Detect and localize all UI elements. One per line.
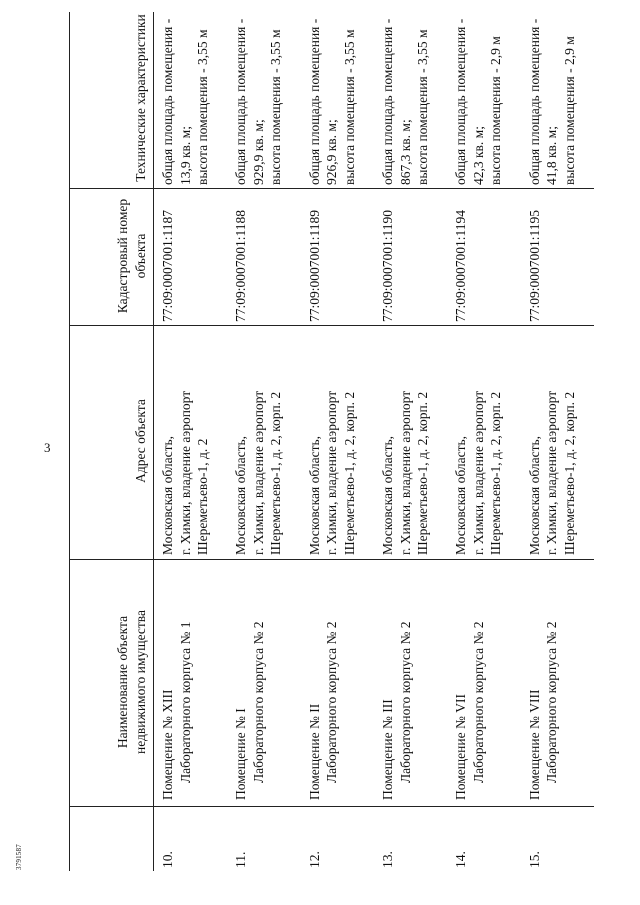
tech-spec-line: общая площадь помещения - [526, 18, 542, 185]
tech-spec-line: общая площадь помещения - [160, 18, 175, 185]
object-address-line: г. Химки, владение аэропорт [470, 390, 486, 555]
object-name-line: Помещение № II [306, 703, 322, 800]
object-name-line: Лабораторного корпуса № 1 [177, 621, 193, 783]
header-tech: Технические характеристики [70, 12, 154, 189]
object-address-line: Московская область, [526, 435, 542, 555]
tech-spec-line: высота помещения - 2,9 м [488, 36, 504, 185]
tech-spec-cell [521, 12, 594, 189]
property-table [69, 12, 594, 871]
object-name-line: Помещение № III [380, 699, 396, 800]
object-address-line: Шереметьево-1, д. 2, корп. 2 [268, 391, 284, 555]
table-row [447, 12, 520, 871]
tech-spec-cell [301, 12, 374, 189]
tech-spec-cell [154, 12, 228, 189]
object-address-line: Московская область, [453, 435, 469, 555]
row-number: 15. [526, 851, 542, 868]
object-address-line: Московская область, [233, 435, 249, 555]
object-name-line: Лабораторного корпуса № 2 [397, 621, 413, 783]
object-name-cell [521, 560, 594, 807]
tech-spec-cell [374, 12, 447, 189]
table-row [374, 12, 447, 871]
table-row [521, 12, 594, 871]
table-body [154, 12, 595, 871]
tech-spec-line: 41,8 кв. м; [544, 126, 560, 185]
tech-spec-line: 13,9 кв. м; [177, 126, 193, 185]
cadastral-number: 77:09:0007001:1189 [301, 189, 374, 326]
object-name-cell [227, 560, 300, 807]
object-address-line: г. Химки, владение аэропорт [397, 390, 413, 555]
tech-spec-line: высота помещения - 3,55 м [415, 29, 431, 185]
header-cadastral [70, 189, 154, 326]
object-name-cell [374, 560, 447, 807]
tech-spec-line: общая площадь помещения - [380, 18, 396, 185]
table-header-row [70, 12, 154, 871]
object-name-line: Лабораторного корпуса № 2 [470, 621, 486, 783]
object-address-line: Московская область, [380, 435, 396, 555]
cadastral-number: 77:09:0007001:1187 [154, 189, 228, 326]
object-name-line: Лабораторного корпуса № 2 [544, 621, 560, 783]
document-code: 3791587 [15, 844, 23, 870]
object-address-line: Московская область, [160, 435, 175, 555]
tech-spec-line: 926,9 кв. м; [324, 119, 340, 185]
tech-spec-line: общая площадь помещения - [306, 18, 322, 185]
cadastral-number: 77:09:0007001:1188 [227, 189, 300, 326]
object-name-cell [154, 560, 228, 807]
header-address: Адрес объекта [70, 326, 154, 560]
tech-spec-cell [227, 12, 300, 189]
object-name-line: Помещение № VII [453, 694, 469, 800]
object-address-line: Шереметьево-1, д. 2, корп. 2 [561, 391, 577, 555]
tech-spec-line: высота помещения - 3,55 м [341, 29, 357, 185]
object-address-cell [447, 326, 520, 560]
tech-spec-line: высота помещения - 2,9 м [561, 36, 577, 185]
tech-spec-line: 42,3 кв. м; [470, 126, 486, 185]
header-name [70, 560, 154, 807]
object-address-cell [374, 326, 447, 560]
cadastral-number: 77:09:0007001:1190 [374, 189, 447, 326]
object-address-cell [521, 326, 594, 560]
tech-spec-line: 867,3 кв. м; [397, 119, 413, 185]
object-address-line: Шереметьево-1, д. 2, корп. 2 [415, 391, 431, 555]
object-address-cell [154, 326, 228, 560]
row-number: 11. [233, 851, 249, 868]
cadastral-number: 77:09:0007001:1195 [521, 189, 594, 326]
row-number: 12. [306, 851, 322, 868]
table-row [154, 12, 228, 871]
object-name-line: Помещение № XIII [160, 689, 175, 800]
tech-spec-cell [447, 12, 520, 189]
row-number: 14. [453, 851, 469, 868]
page-number: 3 [44, 440, 51, 455]
object-address-cell [227, 326, 300, 560]
object-address-line: г. Химки, владение аэропорт [250, 390, 266, 555]
object-address-line: Шереметьево-1, д. 2, корп. 2 [488, 391, 504, 555]
table-row [301, 12, 374, 871]
tech-spec-line: общая площадь помещения - [233, 18, 249, 185]
object-name-line: Помещение № VIII [526, 689, 542, 800]
object-address-line: г. Химки, владение аэропорт [177, 390, 193, 555]
row-number: 10. [160, 851, 175, 868]
tech-spec-line: общая площадь помещения - [453, 18, 469, 185]
object-name-line: Лабораторного корпуса № 2 [324, 621, 340, 783]
object-address-line: Шереметьево-1, д. 2, корп. 2 [341, 391, 357, 555]
row-number: 13. [380, 851, 396, 868]
tech-spec-line: 929,9 кв. м; [250, 119, 266, 185]
object-name-cell [301, 560, 374, 807]
cadastral-number: 77:09:0007001:1194 [447, 189, 520, 326]
object-address-line: Шереметьево-1, д. 2 [195, 438, 210, 555]
property-table-rotated [69, 14, 594, 871]
tech-spec-line: высота помещения - 3,55 м [195, 29, 210, 185]
object-address-line: г. Химки, владение аэропорт [324, 390, 340, 555]
object-address-line: Московская область, [306, 435, 322, 555]
tech-spec-line: высота помещения - 3,55 м [268, 29, 284, 185]
header-name-line: Наименование объекта [115, 615, 130, 749]
object-address-cell [301, 326, 374, 560]
header-cadastral-line: Кадастровый номер [115, 198, 130, 314]
object-address-line: г. Химки, владение аэропорт [544, 390, 560, 555]
object-name-line: Помещение № I [233, 708, 249, 800]
header-number [70, 807, 154, 872]
header-cadastral-line: объекта [132, 233, 148, 279]
header-name-line: недвижимого имущества [132, 610, 148, 754]
object-name-cell [447, 560, 520, 807]
object-name-line: Лабораторного корпуса № 2 [250, 621, 266, 783]
table-row [227, 12, 300, 871]
